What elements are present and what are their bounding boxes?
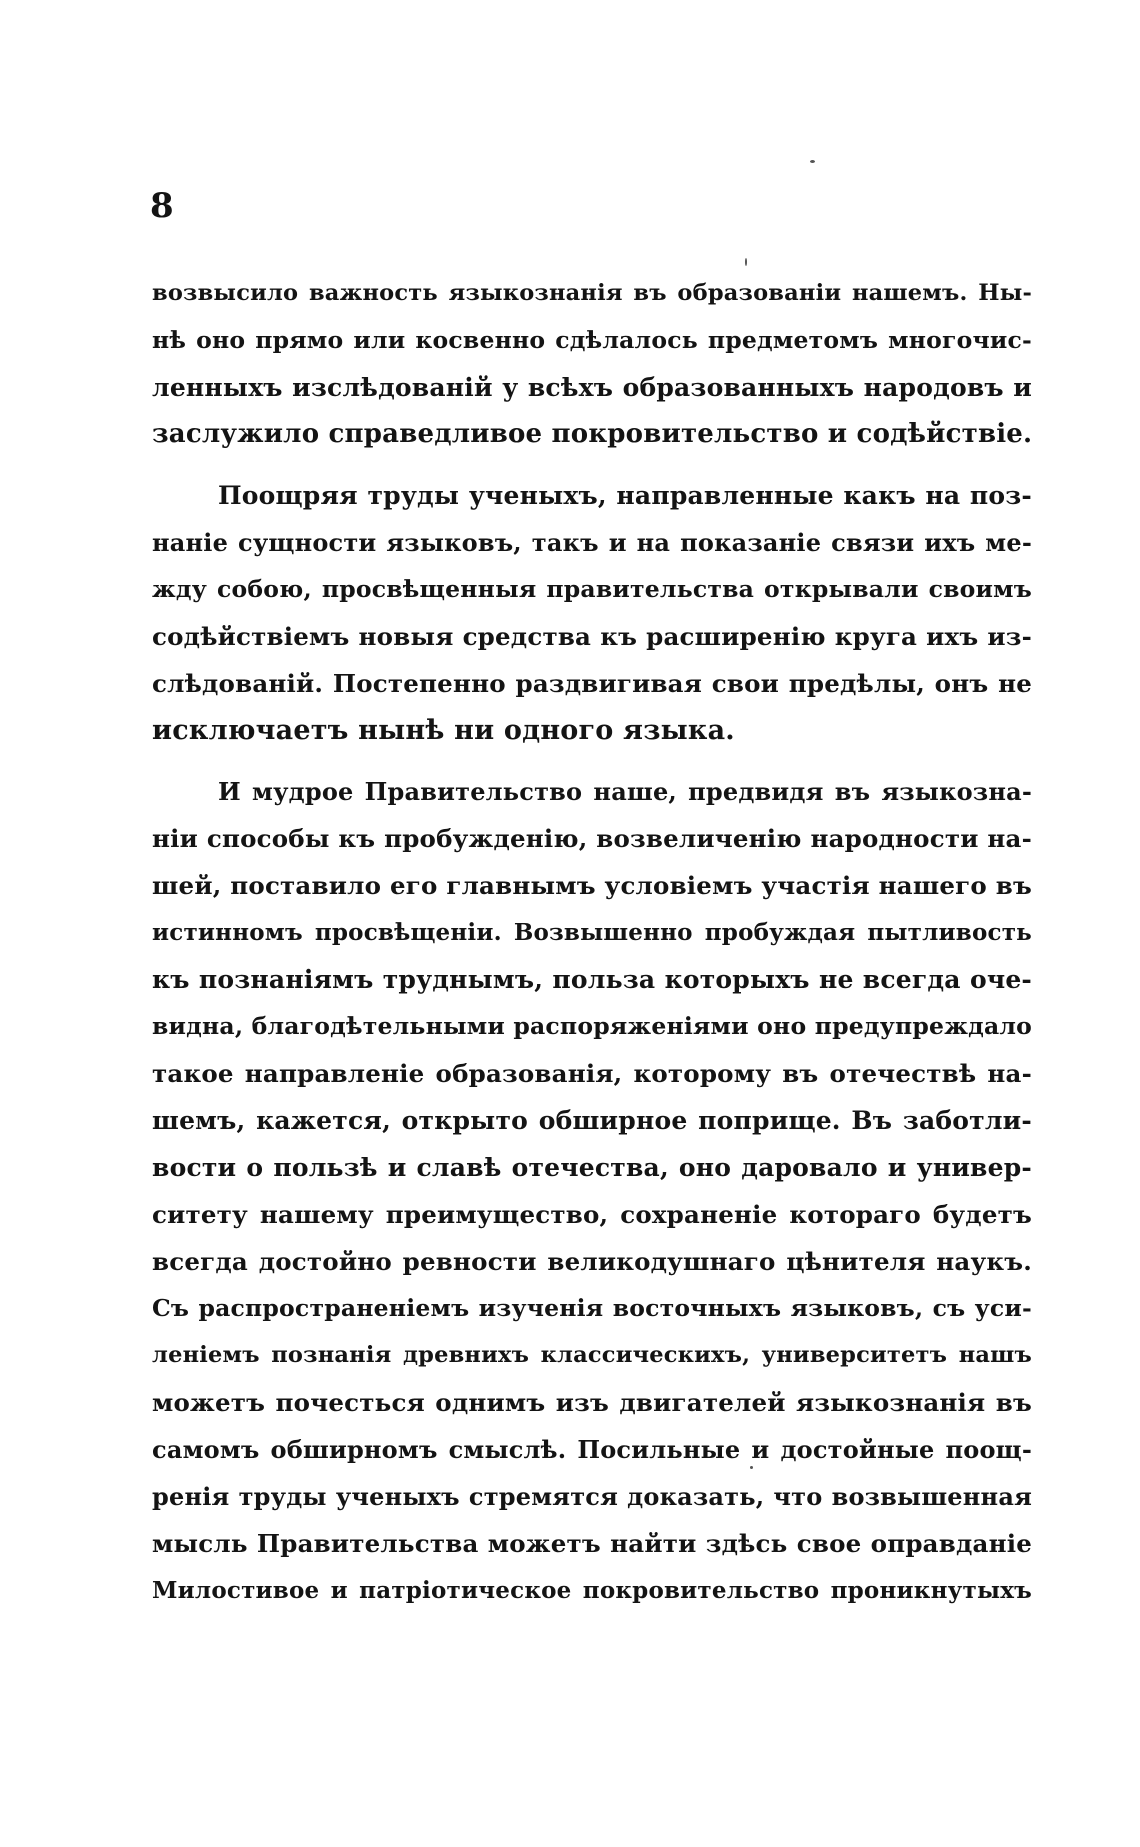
text-line: жду собою, просвѣщенныя правительства открывали своимъ xyxy=(152,575,1032,603)
text-line: Съ распространеніемъ изученія восточныхъ языковъ, съ уси- xyxy=(152,1294,1032,1322)
text-line: ніи способы къ пробужденію, возвеличенію народности на- xyxy=(152,824,1032,853)
text-line: Поощряя труды ученыхъ, направленные какъ на поз- xyxy=(218,481,1032,510)
body-text xyxy=(152,270,1032,1614)
text-line: заслужило справедливое покровительство и содѣйствіе. xyxy=(152,419,1033,449)
text-line: всегда достойно ревности великодушнаго цѣнителя наукъ. xyxy=(152,1247,1032,1276)
text-line: ренія труды ученыхъ стремятся доказать, что возвышенная xyxy=(152,1482,1032,1511)
text-line: содѣйствіемъ новыя средства къ расширенію круга ихъ из- xyxy=(152,622,1032,651)
ink-speck xyxy=(810,160,815,163)
text-line: самомъ обширномъ смыслѣ. Посильные и достойные поощ- xyxy=(152,1435,1032,1464)
paragraph-1 xyxy=(152,270,1032,458)
text-line: можетъ почесться однимъ изъ двигателей языкознанія въ xyxy=(152,1388,1032,1417)
text-line: ленныхъ изслѣдованій у всѣхъ образованныхъ народовъ и xyxy=(152,373,1032,402)
paragraph-2 xyxy=(152,472,1032,754)
text-line: слѣдованій. Постепенно раздвигивая свои предѣлы, онъ не xyxy=(152,669,1032,698)
page-number: 8 xyxy=(150,186,174,226)
text-line: шей, поставило его главнымъ условіемъ участія нашего въ xyxy=(152,871,1032,900)
text-line: истинномъ просвѣщеніи. Возвышенно пробуждая пытливость xyxy=(152,919,1032,946)
text-line: леніемъ познанія древнихъ классическихъ, университетъ нашъ xyxy=(152,1342,1032,1368)
text-line: наніе сущности языковъ, такъ и на показаніе связи ихъ ме- xyxy=(152,528,1032,557)
text-line: такое направленіе образованія, которому въ отечествѣ на- xyxy=(152,1059,1032,1088)
text-line: нѣ оно прямо или косвенно сдѣлалось предметомъ многочис- xyxy=(152,326,1032,354)
text-line: вости о пользѣ и славѣ отечества, оно даровало и универ- xyxy=(152,1153,1032,1182)
paragraph-3 xyxy=(152,768,1032,1614)
text-line: И мудрое Правительство наше, предвидя въ языкозна- xyxy=(218,777,1032,806)
text-line: шемъ, кажется, открыто обширное поприще. Въ заботли- xyxy=(152,1106,1032,1135)
text-line: мысль Правительства можетъ найти здѣсь свое оправданіе xyxy=(152,1529,1032,1558)
text-line: Милостивое и патріотическое покровительство проникнутыхъ xyxy=(152,1577,1032,1604)
text-line: видна, благодѣтельными распоряженіями оно предупреждало xyxy=(152,1012,1033,1040)
text-line: ситету нашему преимущество, сохраненіе котораго будетъ xyxy=(152,1200,1032,1229)
text-line: исключаетъ нынѣ ни одного языка. xyxy=(152,715,735,746)
text-line: къ познаніямъ труднымъ, польза которыхъ не всегда оче- xyxy=(152,965,1032,994)
ink-speck xyxy=(745,258,747,266)
text-line: возвысило важность языкознанія въ образованіи нашемъ. Ны- xyxy=(152,280,1032,306)
